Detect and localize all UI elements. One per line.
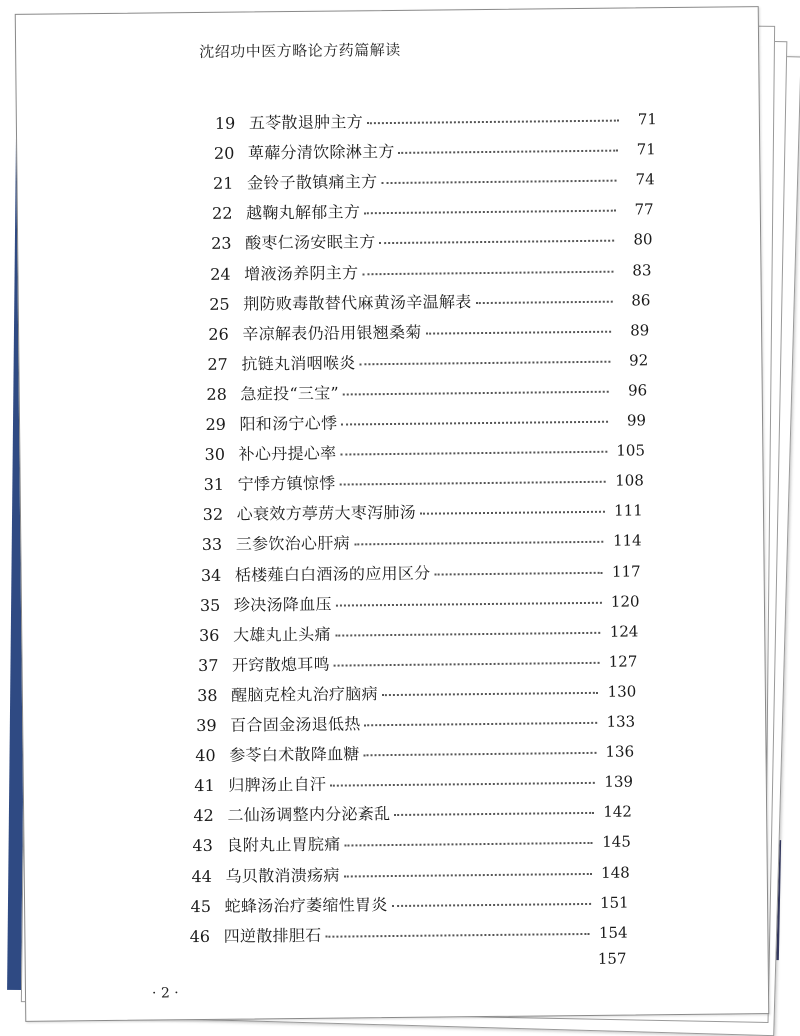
leader-dots <box>334 662 599 667</box>
toc-entry-number: 21 <box>213 174 247 193</box>
toc-entry-page: 139 <box>603 773 633 791</box>
toc-entry <box>196 708 635 735</box>
running-head: 沈绍功中医方略论方药篇解读 <box>199 39 401 62</box>
toc-entry-page: 71 <box>627 110 657 128</box>
toc-entry-title: 三参饮治心肝病 <box>236 531 350 555</box>
toc-entry-page: 127 <box>607 652 637 670</box>
leader-dots <box>399 150 618 154</box>
toc-entry <box>214 136 656 163</box>
toc-entry-number: 43 <box>192 836 226 855</box>
leader-dots <box>360 361 611 366</box>
toc-entry-number: 30 <box>205 445 239 464</box>
leader-dots <box>364 210 615 215</box>
toc-entry-page: 83 <box>621 261 651 279</box>
toc-entry <box>215 106 657 133</box>
toc-entry <box>191 859 629 886</box>
toc-entry-number: 28 <box>206 384 240 403</box>
toc-entry-page: 133 <box>605 712 635 730</box>
toc-entry <box>207 347 648 374</box>
toc-entry-number: 45 <box>190 896 224 915</box>
toc-entry-number: 39 <box>196 716 230 735</box>
toc-entry-number: 44 <box>191 866 225 885</box>
toc-entry-number: 34 <box>201 565 235 584</box>
toc-entry-title: 荆防败毒散替代麻黄汤辛温解表 <box>243 289 471 314</box>
toc-entry-title: 五苓散退肿主方 <box>249 109 363 133</box>
toc-entry-page: 96 <box>617 381 647 399</box>
toc-entry-number: 32 <box>203 505 237 524</box>
toc-entry-page: 151 <box>599 893 629 911</box>
toc-entry <box>189 949 627 976</box>
toc-entry-page: 71 <box>626 140 656 158</box>
toc-entry-page: 77 <box>624 201 654 219</box>
toc-entry-number: 37 <box>198 655 232 674</box>
toc-entry-title: 急症投“三宝” <box>240 380 339 404</box>
toc-entry-number: 31 <box>204 475 238 494</box>
toc-entry-number: 29 <box>205 415 239 434</box>
toc-entry-page: 111 <box>613 502 643 520</box>
toc-entry-title: 乌贝散消溃疡病 <box>225 862 339 886</box>
toc-entry-title: 参苓白术散降血糖 <box>229 741 360 765</box>
toc-entry-title: 辛凉解表仍沿用银翘桑菊 <box>242 319 422 344</box>
toc-entry-page: 120 <box>609 592 639 610</box>
toc-entry <box>198 648 638 675</box>
toc-entry-page: 105 <box>615 441 645 459</box>
toc-entry-page: 92 <box>618 351 648 369</box>
toc-entry-title: 增液汤养阴主方 <box>244 260 358 284</box>
leader-dots <box>434 571 602 575</box>
toc-entry-page: 117 <box>611 562 641 580</box>
toc-entry-title: 归脾汤止自汗 <box>228 772 326 796</box>
toc-entry <box>208 317 649 344</box>
leader-dots <box>365 722 598 726</box>
table-of-contents <box>16 7 768 1021</box>
toc-entry-number: 38 <box>197 686 231 705</box>
toc-entry <box>195 739 634 766</box>
toc-entry <box>209 287 650 314</box>
toc-entry-title: 酸枣仁汤安眠主方 <box>245 230 376 254</box>
leader-dots <box>354 541 604 546</box>
leader-dots <box>475 300 612 303</box>
toc-entry <box>210 257 651 284</box>
toc-entry-title: 心衰效方葶苈大枣泻肺汤 <box>237 500 417 525</box>
toc-entry <box>204 437 645 464</box>
toc-entry-title: 越鞠丸解郁主方 <box>246 200 360 224</box>
toc-entry-title: 补心丹提心率 <box>238 441 336 465</box>
toc-entry-number: 25 <box>209 294 243 313</box>
toc-entry-number: 35 <box>200 595 234 614</box>
leader-dots <box>339 481 605 486</box>
leader-dots <box>344 872 592 877</box>
toc-entry-page: 74 <box>625 170 655 188</box>
toc-entry-number: 33 <box>202 535 236 554</box>
toc-entry-title: 二仙汤调整内分泌紊乱 <box>227 801 390 826</box>
toc-entry-page: 124 <box>608 622 638 640</box>
toc-entry-title: 抗链丸消咽喉炎 <box>241 350 355 374</box>
toc-entry <box>202 528 642 555</box>
toc-entry <box>190 889 628 916</box>
toc-entry-page: 114 <box>612 532 642 550</box>
toc-entry-page: 130 <box>606 682 636 700</box>
leader-dots <box>394 812 594 816</box>
toc-entry-title: 四逆散排胆石 <box>224 922 322 946</box>
toc-entry-number: 23 <box>211 234 245 253</box>
toc-entry-number: 46 <box>190 926 224 945</box>
leader-dots <box>362 270 613 275</box>
leader-dots <box>341 421 608 426</box>
leader-dots <box>380 240 615 244</box>
toc-entry-page: 80 <box>622 231 652 249</box>
toc-entry-number: 20 <box>214 144 248 163</box>
toc-entry-title: 开窍散熄耳鸣 <box>232 651 330 675</box>
toc-entry-number: 40 <box>195 746 229 765</box>
toc-entry <box>193 799 632 826</box>
toc-entry-title: 阳和汤宁心悸 <box>239 411 337 435</box>
toc-entry-number: 26 <box>208 324 242 343</box>
leader-dots <box>392 903 591 907</box>
leader-dots <box>345 842 593 847</box>
toc-entry-title: 宁悸方镇惊悸 <box>238 471 336 495</box>
toc-entry-page: 99 <box>616 411 646 429</box>
leader-dots <box>382 692 598 696</box>
toc-entry-title: 蛇蜂汤治疗萎缩性胃炎 <box>224 892 387 917</box>
toc-entry-title: 金铃子散镇痛主方 <box>247 169 378 193</box>
document-page <box>15 6 770 1022</box>
page-number: · 2 · <box>152 985 179 1001</box>
toc-entry <box>192 829 631 856</box>
toc-entry-title: 珍决汤降血压 <box>234 591 332 615</box>
toc-entry-page: 89 <box>619 321 649 339</box>
toc-entry-title: 栝楼薤白白酒汤的应用区分 <box>235 560 431 585</box>
toc-entry-number: 19 <box>215 113 249 132</box>
toc-entry <box>204 468 644 495</box>
toc-entry <box>213 166 655 193</box>
toc-entry-number: 42 <box>193 806 227 825</box>
toc-entry <box>206 377 647 404</box>
toc-entry <box>200 588 640 615</box>
toc-entry <box>203 498 643 525</box>
toc-entry <box>194 769 633 796</box>
toc-entry-title: 萆薢分清饮除淋主方 <box>248 139 395 164</box>
toc-entry-title: 醒脑克栓丸治疗脑病 <box>231 681 378 706</box>
toc-entry <box>199 618 639 645</box>
toc-entry-number: 27 <box>207 354 241 373</box>
toc-entry-page: 157 <box>596 949 626 967</box>
leader-dots <box>364 752 596 756</box>
leader-dots <box>381 180 616 184</box>
leader-dots <box>426 330 612 334</box>
leader-dots <box>343 391 609 396</box>
toc-entry-title: 百合固金汤退低热 <box>230 711 361 735</box>
toc-entry-page: 136 <box>604 743 634 761</box>
toc-entry-title: 良附丸止胃脘痛 <box>226 832 340 856</box>
toc-entry-page: 148 <box>600 863 630 881</box>
toc-entry <box>205 407 646 434</box>
toc-entry-page: 108 <box>614 472 644 490</box>
toc-entry <box>212 197 654 224</box>
leader-dots <box>325 933 589 938</box>
toc-entry-number: 41 <box>194 776 228 795</box>
toc-entry <box>197 678 636 705</box>
leader-dots <box>367 120 619 125</box>
leader-dots <box>335 632 601 637</box>
toc-entry-number: 36 <box>199 625 233 644</box>
toc-entry-number: 24 <box>210 264 244 283</box>
leader-dots <box>340 451 607 456</box>
toc-entry-page: 86 <box>620 291 650 309</box>
leader-dots <box>330 782 595 787</box>
leader-dots <box>420 511 605 515</box>
toc-entry-number: 22 <box>212 204 246 223</box>
toc-entry <box>201 558 641 585</box>
leader-dots <box>336 601 602 606</box>
toc-entry-title: 大雄丸止头痛 <box>233 621 331 645</box>
toc-entry-page: 145 <box>601 833 631 851</box>
toc-entry <box>190 919 628 946</box>
toc-entry <box>211 227 653 254</box>
toc-entry-page: 142 <box>602 803 632 821</box>
toc-entry-page: 154 <box>597 923 627 941</box>
